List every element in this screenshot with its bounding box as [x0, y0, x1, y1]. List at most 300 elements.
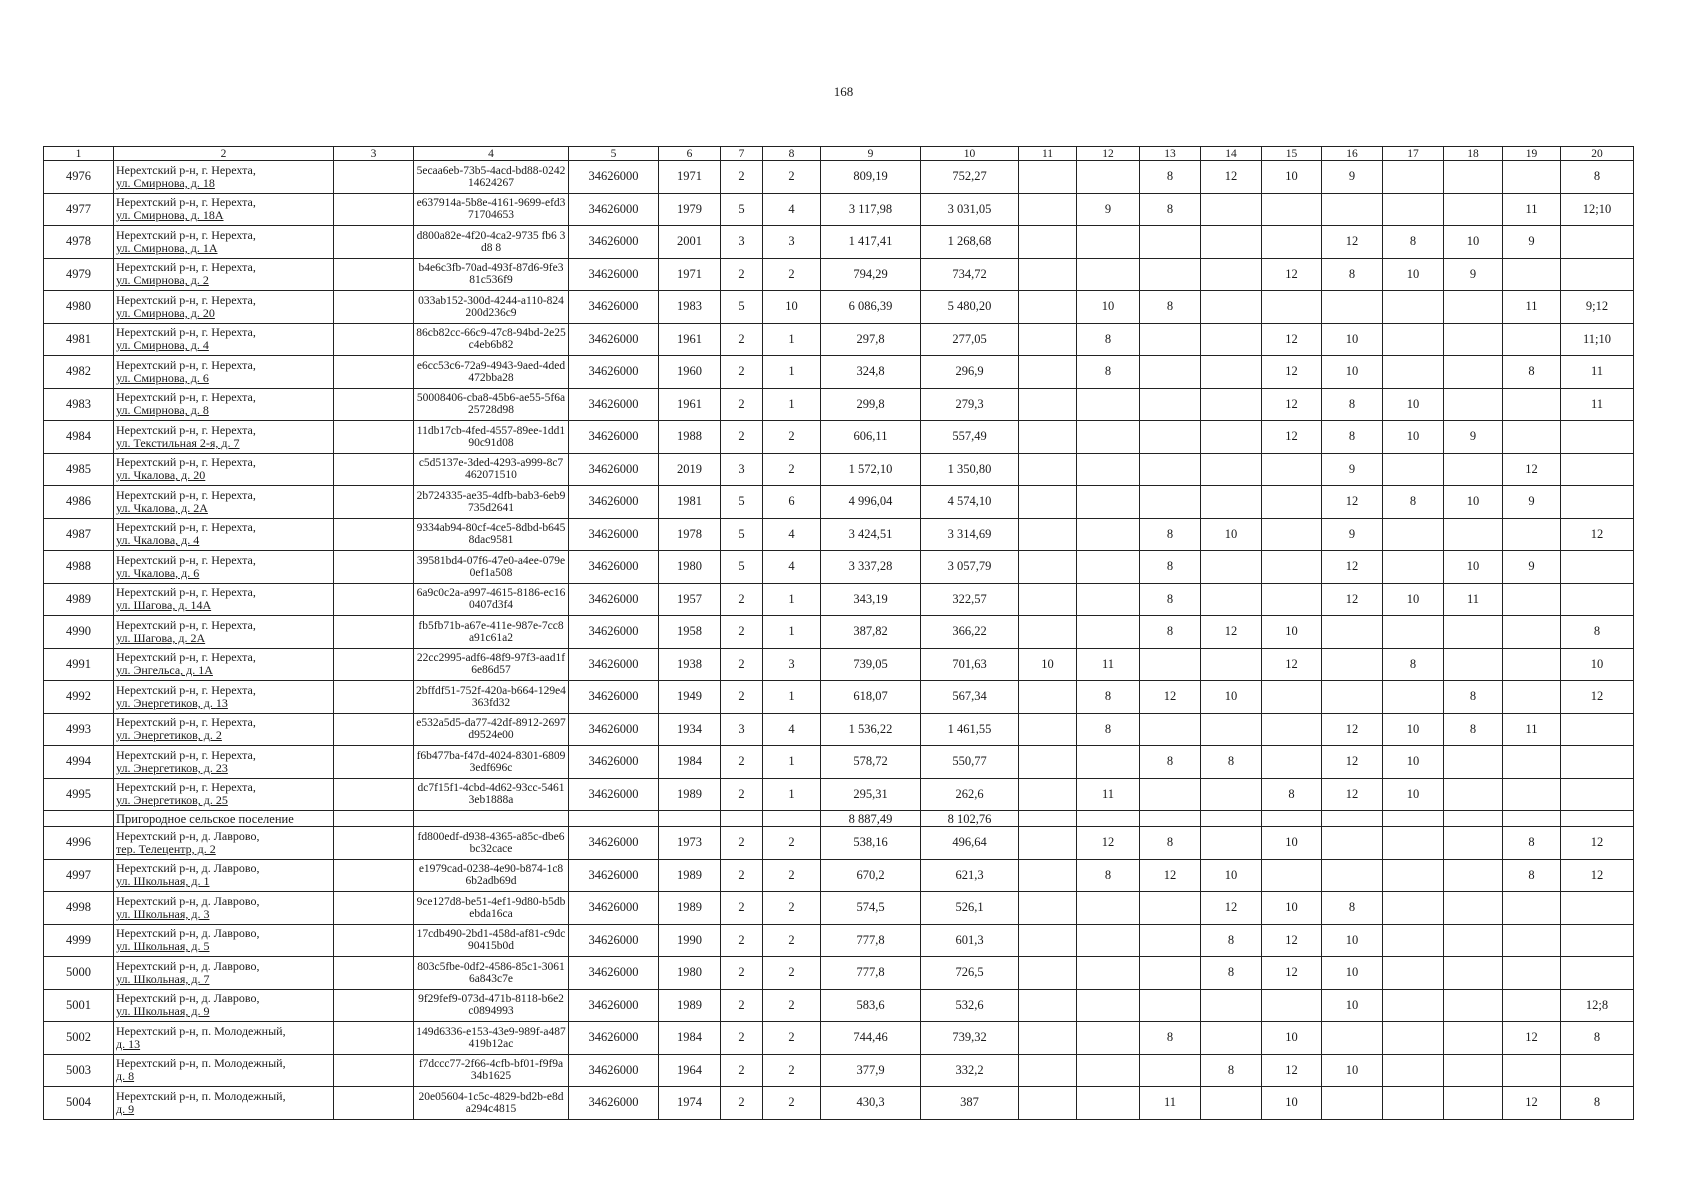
col-3-cell	[334, 616, 414, 649]
address-line-2: ул. Энгельса, д. 1А	[116, 663, 213, 678]
row-number: 4998	[44, 892, 114, 925]
guid-cell: 17cdb490-2bd1-458d-af81-c9dc90415b0d	[414, 924, 569, 957]
col-17-cell	[1383, 924, 1444, 957]
address-cell	[114, 518, 334, 551]
col-16-cell: 8	[1322, 892, 1383, 925]
col-18-cell	[1444, 1054, 1503, 1087]
entrances-cell: 2	[763, 924, 821, 957]
column-header-4: 4	[414, 147, 569, 161]
oktmo-cell: 34626000	[569, 323, 659, 356]
col-14-cell: 8	[1201, 746, 1262, 779]
guid-cell: 2b724335-ae35-4dfb-bab3-6eb9735d2641	[414, 486, 569, 519]
col-20-cell	[1561, 583, 1634, 616]
col-12-cell: 11	[1077, 648, 1140, 681]
total-area-cell: 809,19	[821, 161, 921, 194]
total-area-cell: 295,31	[821, 778, 921, 811]
living-area-cell: 496,64	[921, 827, 1019, 860]
col-11-cell	[1019, 388, 1077, 421]
col-11-cell	[1019, 616, 1077, 649]
table-row	[44, 827, 1634, 860]
col-20-cell: 12	[1561, 518, 1634, 551]
col-14-cell	[1201, 291, 1262, 324]
col-19-cell: 12	[1503, 453, 1561, 486]
total-area-cell: 1 572,10	[821, 453, 921, 486]
col-16-cell: 10	[1322, 957, 1383, 990]
year-cell: 1978	[659, 518, 721, 551]
year-cell: 1961	[659, 323, 721, 356]
address-line-2: ул. Смирнова, д. 2	[116, 273, 209, 288]
guid-cell: b4e6c3fb-70ad-493f-87d6-9fe381c536f9	[414, 258, 569, 291]
col-20-cell: 11;10	[1561, 323, 1634, 356]
col-19-cell	[1503, 518, 1561, 551]
col-15-cell: 10	[1262, 1022, 1322, 1055]
col-3-cell	[334, 859, 414, 892]
col-11-cell	[1019, 193, 1077, 226]
oktmo-cell: 34626000	[569, 518, 659, 551]
column-header-16: 16	[1322, 147, 1383, 161]
entrances-cell: 4	[763, 193, 821, 226]
year-cell: 1973	[659, 827, 721, 860]
entrances-cell: 1	[763, 583, 821, 616]
col-16-cell: 10	[1322, 989, 1383, 1022]
col-18-cell	[1444, 648, 1503, 681]
row-number: 4996	[44, 827, 114, 860]
row-number: 5002	[44, 1022, 114, 1055]
floors-cell: 2	[721, 616, 763, 649]
col-17-cell	[1383, 323, 1444, 356]
col-12-cell: 8	[1077, 713, 1140, 746]
entrances-cell: 1	[763, 616, 821, 649]
col-18-cell	[1444, 323, 1503, 356]
col-3-cell	[334, 486, 414, 519]
col-14-cell	[1201, 551, 1262, 584]
address-line-1: Нерехтский р-н, г. Нерехта,	[116, 650, 256, 665]
guid-cell: 11db17cb-4fed-4557-89ee-1dd190c91d08	[414, 421, 569, 454]
living-area-cell: 279,3	[921, 388, 1019, 421]
year-cell: 1957	[659, 583, 721, 616]
living-area-cell: 701,63	[921, 648, 1019, 681]
address-line-2: ул. Смирнова, д. 1А	[116, 240, 218, 255]
table-row	[44, 616, 1634, 649]
address-line-2: ул. Смирнова, д. 6	[116, 370, 209, 385]
entrances-cell: 4	[763, 551, 821, 584]
col-17-cell	[1383, 518, 1444, 551]
address-line-2: ул. Текстильная 2-я, д. 7	[116, 435, 240, 450]
row-number: 4995	[44, 778, 114, 811]
table-row	[44, 648, 1634, 681]
col-15-cell	[1262, 551, 1322, 584]
col-19-cell	[1503, 778, 1561, 811]
guid-cell: 033ab152-300d-4244-a110-824200d236c9	[414, 291, 569, 324]
col-12-cell	[1077, 388, 1140, 421]
guid-cell: dc7f15f1-4cbd-4d62-93cc-54613eb1888a	[414, 778, 569, 811]
col-15-cell	[1262, 518, 1322, 551]
section-number-cell	[44, 811, 114, 827]
col-20-cell	[1561, 746, 1634, 779]
address-line-2: тер. Телецентр, д. 2	[116, 841, 216, 856]
col-12-cell	[1077, 1054, 1140, 1087]
total-area-cell: 670,2	[821, 859, 921, 892]
address-line-2: ул. Школьная, д. 7	[116, 971, 210, 986]
oktmo-cell: 34626000	[569, 486, 659, 519]
entrances-cell: 3	[763, 226, 821, 259]
col-16-cell: 9	[1322, 453, 1383, 486]
col-15-cell	[1262, 291, 1322, 324]
col-12-cell: 12	[1077, 827, 1140, 860]
address-line-2: ул. Школьная, д. 3	[116, 906, 210, 921]
col-18-cell	[1444, 518, 1503, 551]
col-19-cell	[1503, 746, 1561, 779]
col-11-cell	[1019, 778, 1077, 811]
living-area-cell: 567,34	[921, 681, 1019, 714]
col-16-cell: 12	[1322, 778, 1383, 811]
row-number: 5003	[44, 1054, 114, 1087]
col-17-cell	[1383, 161, 1444, 194]
col-3-cell	[334, 827, 414, 860]
guid-cell: c5d5137e-3ded-4293-a999-8c7462071510	[414, 453, 569, 486]
row-number: 4989	[44, 583, 114, 616]
col-12-cell	[1077, 161, 1140, 194]
living-area-cell: 1 461,55	[921, 713, 1019, 746]
col-13-cell	[1140, 323, 1201, 356]
col-18-cell	[1444, 957, 1503, 990]
address-line-2: ул. Чкалова, д. 2А	[116, 500, 208, 515]
col-3-cell	[334, 551, 414, 584]
table-row	[44, 746, 1634, 779]
year-cell: 1989	[659, 859, 721, 892]
col-3-cell	[334, 1087, 414, 1120]
table-row	[44, 291, 1634, 324]
col-12-cell	[1077, 226, 1140, 259]
year-cell: 1934	[659, 713, 721, 746]
address-line-1: Нерехтский р-н, г. Нерехта,	[116, 487, 256, 502]
floors-cell: 2	[721, 1054, 763, 1087]
col-16-cell	[1322, 291, 1383, 324]
address-cell	[114, 1054, 334, 1087]
table-row	[44, 957, 1634, 990]
entrances-cell: 1	[763, 778, 821, 811]
col-19-cell: 9	[1503, 551, 1561, 584]
col-3-cell	[334, 258, 414, 291]
table-row	[44, 778, 1634, 811]
col-19-cell	[1503, 161, 1561, 194]
col-20-cell	[1561, 551, 1634, 584]
col-14-cell	[1201, 323, 1262, 356]
col-18-cell	[1444, 616, 1503, 649]
col-20-cell	[1561, 421, 1634, 454]
living-area-cell: 3 057,79	[921, 551, 1019, 584]
column-header-7: 7	[721, 147, 763, 161]
col-18-cell: 10	[1444, 551, 1503, 584]
living-area-cell: 332,2	[921, 1054, 1019, 1087]
col-16-cell: 9	[1322, 518, 1383, 551]
address-line-2: ул. Чкалова, д. 20	[116, 468, 206, 483]
col-14-cell	[1201, 486, 1262, 519]
col-18-cell	[1444, 291, 1503, 324]
column-header-15: 15	[1262, 147, 1322, 161]
entrances-cell: 4	[763, 713, 821, 746]
floors-cell: 2	[721, 746, 763, 779]
guid-cell: fd800edf-d938-4365-a85c-dbe6bc32cace	[414, 827, 569, 860]
table-row	[44, 859, 1634, 892]
oktmo-cell: 34626000	[569, 957, 659, 990]
total-area-cell: 777,8	[821, 957, 921, 990]
row-number: 4993	[44, 713, 114, 746]
col-20-cell: 11	[1561, 388, 1634, 421]
col-20-cell	[1561, 924, 1634, 957]
address-line-2: ул. Энергетиков, д. 13	[116, 695, 228, 710]
guid-cell: f6b477ba-f47d-4024-8301-68093edf696c	[414, 746, 569, 779]
guid-cell: e532a5d5-da77-42df-8912-2697d9524e00	[414, 713, 569, 746]
entrances-cell: 1	[763, 356, 821, 389]
col-20-cell: 8	[1561, 161, 1634, 194]
col-14-cell	[1201, 989, 1262, 1022]
col-14-cell	[1201, 421, 1262, 454]
col-12-cell	[1077, 551, 1140, 584]
col-13-cell	[1140, 713, 1201, 746]
col-20-cell	[1561, 226, 1634, 259]
table-row	[44, 713, 1634, 746]
col-18-cell: 8	[1444, 681, 1503, 714]
col-19-cell	[1503, 258, 1561, 291]
col-17-cell: 10	[1383, 421, 1444, 454]
row-number: 4992	[44, 681, 114, 714]
col-3-cell	[334, 291, 414, 324]
col-18-cell: 9	[1444, 258, 1503, 291]
col-15-cell	[1262, 486, 1322, 519]
col-19-cell	[1503, 388, 1561, 421]
total-area-cell: 377,9	[821, 1054, 921, 1087]
col-17-cell	[1383, 291, 1444, 324]
col-18-cell	[1444, 827, 1503, 860]
col-18-cell	[1444, 746, 1503, 779]
col-14-cell	[1201, 1087, 1262, 1120]
col-13-cell	[1140, 421, 1201, 454]
address-line-2: ул. Чкалова, д. 6	[116, 565, 200, 580]
row-number: 4980	[44, 291, 114, 324]
col-12-cell	[1077, 924, 1140, 957]
entrances-cell: 2	[763, 1054, 821, 1087]
column-header-14: 14	[1201, 147, 1262, 161]
oktmo-cell: 34626000	[569, 989, 659, 1022]
address-cell	[114, 356, 334, 389]
year-cell: 1980	[659, 551, 721, 584]
col-19-cell: 8	[1503, 827, 1561, 860]
column-header-10: 10	[921, 147, 1019, 161]
col-13-cell	[1140, 924, 1201, 957]
column-header-11: 11	[1019, 147, 1077, 161]
col-11-cell	[1019, 453, 1077, 486]
section-name: Пригородное сельское поселение	[114, 811, 334, 827]
col-14-cell	[1201, 713, 1262, 746]
col-13-cell: 8	[1140, 1022, 1201, 1055]
living-area-cell: 296,9	[921, 356, 1019, 389]
col-16-cell: 10	[1322, 356, 1383, 389]
col-13-cell: 8	[1140, 746, 1201, 779]
year-cell: 2001	[659, 226, 721, 259]
col-19-cell	[1503, 583, 1561, 616]
col-20-cell	[1561, 778, 1634, 811]
year-cell: 1989	[659, 778, 721, 811]
column-header-3: 3	[334, 147, 414, 161]
col-12-cell	[1077, 746, 1140, 779]
total-area-cell: 578,72	[821, 746, 921, 779]
living-area-cell: 387	[921, 1087, 1019, 1120]
col-15-cell: 12	[1262, 388, 1322, 421]
total-area-cell: 618,07	[821, 681, 921, 714]
address-line-2: ул. Смирнова, д. 18	[116, 175, 215, 190]
address-line-1: Нерехтский р-н, д. Лаврово,	[116, 893, 260, 908]
col-14-cell: 8	[1201, 957, 1262, 990]
col-19-cell: 12	[1503, 1022, 1561, 1055]
year-cell: 1983	[659, 291, 721, 324]
address-cell	[114, 193, 334, 226]
address-line-2: ул. Энергетиков, д. 25	[116, 793, 228, 808]
year-cell: 1949	[659, 681, 721, 714]
floors-cell: 2	[721, 648, 763, 681]
guid-cell: 9f29fef9-073d-471b-8118-b6e2c0894993	[414, 989, 569, 1022]
living-area-cell: 550,77	[921, 746, 1019, 779]
col-13-cell	[1140, 356, 1201, 389]
col-3-cell	[334, 583, 414, 616]
total-area-cell: 794,29	[821, 258, 921, 291]
col-19-cell	[1503, 421, 1561, 454]
oktmo-cell: 34626000	[569, 1087, 659, 1120]
col-11-cell	[1019, 421, 1077, 454]
total-area-cell: 4 996,04	[821, 486, 921, 519]
col-20-cell: 12	[1561, 681, 1634, 714]
col-16-cell: 12	[1322, 713, 1383, 746]
oktmo-cell: 34626000	[569, 453, 659, 486]
table-body-part1	[44, 161, 1634, 811]
living-area-cell: 1 350,80	[921, 453, 1019, 486]
living-area-cell: 366,22	[921, 616, 1019, 649]
oktmo-cell: 34626000	[569, 551, 659, 584]
living-area-cell: 5 480,20	[921, 291, 1019, 324]
col-13-cell	[1140, 892, 1201, 925]
table-row	[44, 421, 1634, 454]
table-row	[44, 551, 1634, 584]
year-cell: 1990	[659, 924, 721, 957]
col-17-cell: 8	[1383, 226, 1444, 259]
col-12-cell	[1077, 518, 1140, 551]
col-17-cell	[1383, 957, 1444, 990]
year-cell: 1980	[659, 957, 721, 990]
address-cell	[114, 989, 334, 1022]
address-cell	[114, 778, 334, 811]
entrances-cell: 1	[763, 388, 821, 421]
col-11-cell	[1019, 859, 1077, 892]
col-13-cell: 12	[1140, 681, 1201, 714]
entrances-cell: 4	[763, 518, 821, 551]
table-row	[44, 453, 1634, 486]
col-18-cell	[1444, 778, 1503, 811]
table-row	[44, 892, 1634, 925]
floors-cell: 3	[721, 453, 763, 486]
address-cell	[114, 1022, 334, 1055]
col-15-cell: 10	[1262, 892, 1322, 925]
total-area-cell: 297,8	[821, 323, 921, 356]
col-17-cell	[1383, 1054, 1444, 1087]
entrances-cell: 2	[763, 258, 821, 291]
entrances-cell: 1	[763, 681, 821, 714]
address-line-2: д. 8	[116, 1069, 135, 1084]
floors-cell: 2	[721, 421, 763, 454]
col-11-cell	[1019, 892, 1077, 925]
col-18-cell	[1444, 892, 1503, 925]
address-line-2: д. 9	[116, 1101, 135, 1116]
col-20-cell: 10	[1561, 648, 1634, 681]
col-3-cell	[334, 681, 414, 714]
address-line-1: Нерехтский р-н, г. Нерехта,	[116, 585, 256, 600]
col-14-cell	[1201, 648, 1262, 681]
entrances-cell: 2	[763, 827, 821, 860]
col-17-cell	[1383, 1022, 1444, 1055]
total-area-cell: 583,6	[821, 989, 921, 1022]
total-area-cell: 3 117,98	[821, 193, 921, 226]
guid-cell: 2bffdf51-752f-420a-b664-129e4363fd32	[414, 681, 569, 714]
entrances-cell: 2	[763, 859, 821, 892]
address-cell	[114, 486, 334, 519]
col-16-cell: 12	[1322, 226, 1383, 259]
table-row	[44, 681, 1634, 714]
entrances-cell: 10	[763, 291, 821, 324]
row-number: 4976	[44, 161, 114, 194]
col-14-cell	[1201, 388, 1262, 421]
address-line-2: д. 13	[116, 1036, 141, 1051]
row-number: 4997	[44, 859, 114, 892]
col-12-cell: 8	[1077, 681, 1140, 714]
row-number: 4978	[44, 226, 114, 259]
total-area-cell: 6 086,39	[821, 291, 921, 324]
col-15-cell	[1262, 681, 1322, 714]
col-17-cell: 10	[1383, 258, 1444, 291]
oktmo-cell: 34626000	[569, 161, 659, 194]
col-11-cell	[1019, 827, 1077, 860]
page-number: 168	[833, 84, 854, 99]
address-line-1: Нерехтский р-н, г. Нерехта,	[116, 715, 256, 730]
col-11-cell	[1019, 486, 1077, 519]
row-number: 4991	[44, 648, 114, 681]
total-area-cell: 3 424,51	[821, 518, 921, 551]
row-number: 4999	[44, 924, 114, 957]
col-3-cell	[334, 193, 414, 226]
address-line-2: ул. Смирнова, д. 8	[116, 403, 209, 418]
oktmo-cell: 34626000	[569, 681, 659, 714]
col-15-cell: 10	[1262, 827, 1322, 860]
address-line-2: ул. Школьная, д. 5	[116, 939, 210, 954]
living-area-cell: 3 031,05	[921, 193, 1019, 226]
total-area-cell: 3 337,28	[821, 551, 921, 584]
col-16-cell: 10	[1322, 323, 1383, 356]
col-18-cell	[1444, 989, 1503, 1022]
column-header-5: 5	[569, 147, 659, 161]
col-19-cell: 11	[1503, 713, 1561, 746]
address-line-1: Нерехтский р-н, г. Нерехта,	[116, 455, 256, 470]
col-14-cell: 12	[1201, 892, 1262, 925]
address-line-1: Нерехтский р-н, г. Нерехта,	[116, 390, 256, 405]
col-12-cell	[1077, 583, 1140, 616]
address-cell	[114, 924, 334, 957]
col-15-cell	[1262, 193, 1322, 226]
oktmo-cell: 34626000	[569, 859, 659, 892]
col-13-cell	[1140, 778, 1201, 811]
year-cell: 1961	[659, 388, 721, 421]
col-12-cell	[1077, 892, 1140, 925]
address-cell	[114, 258, 334, 291]
oktmo-cell: 34626000	[569, 746, 659, 779]
address-line-1: Нерехтский р-н, г. Нерехта,	[116, 227, 256, 242]
